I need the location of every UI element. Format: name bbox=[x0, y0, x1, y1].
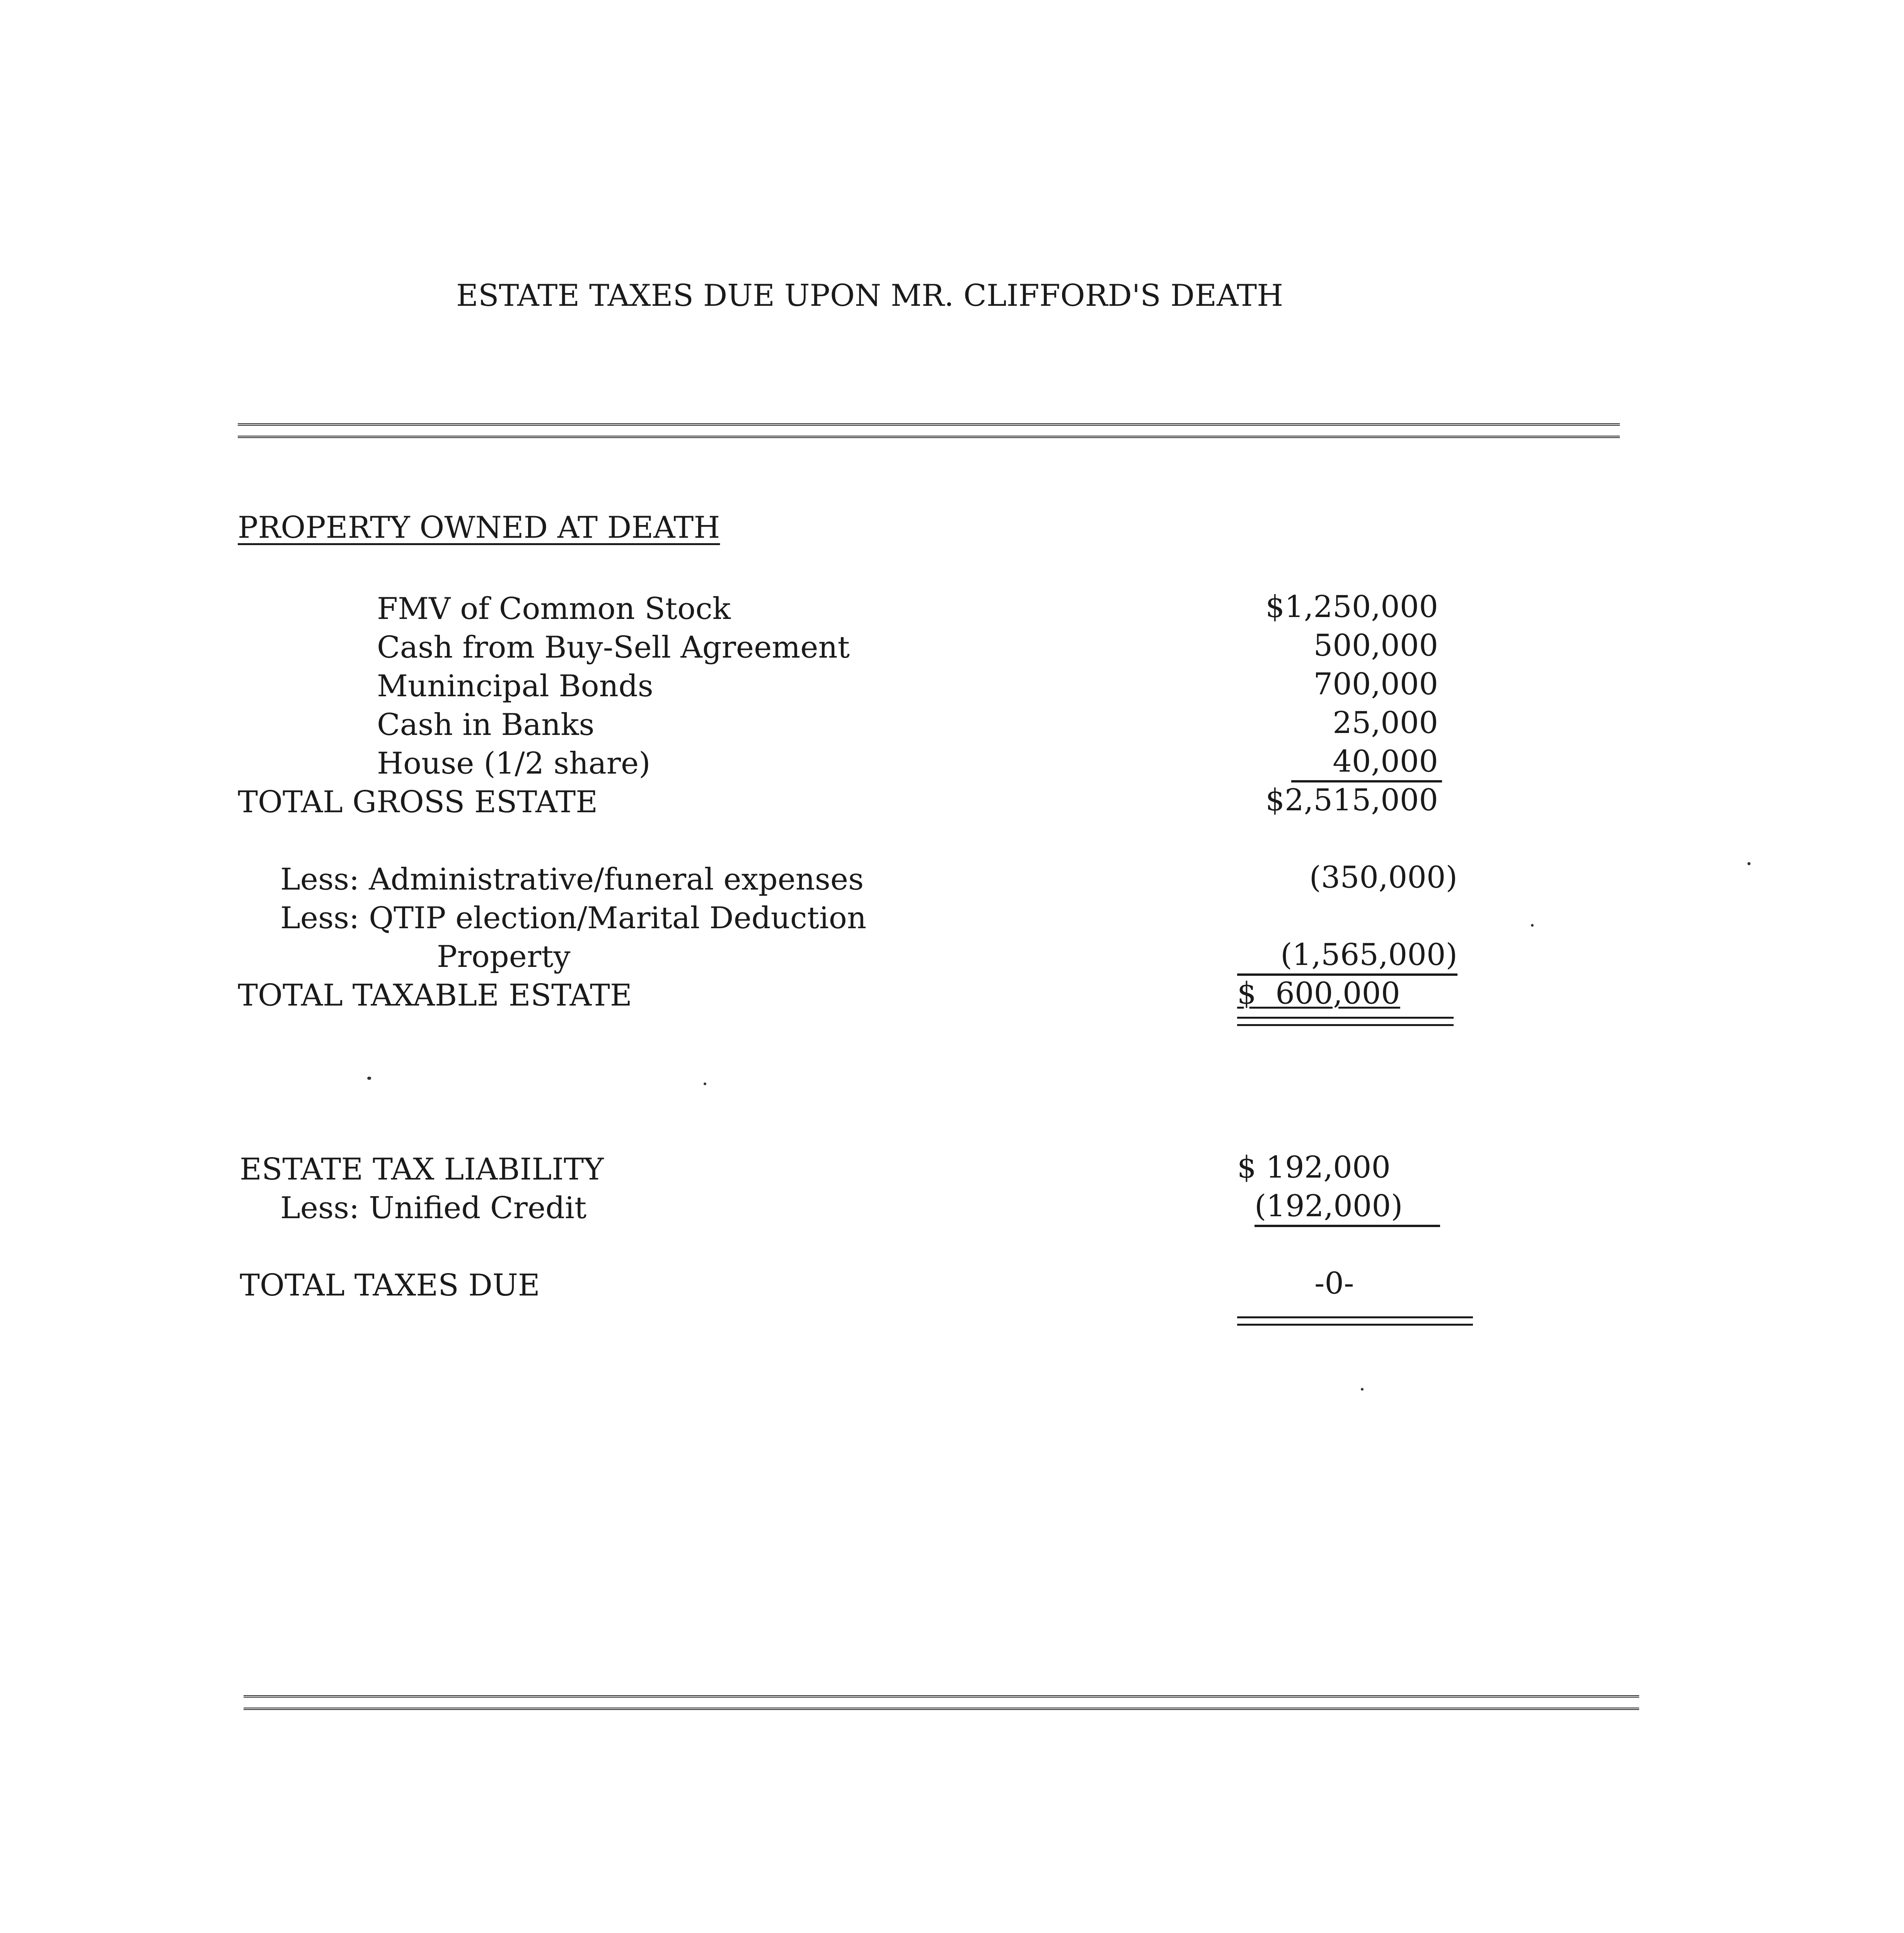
estate-tax-liability-amount: $ 192,000 bbox=[1237, 1150, 1391, 1185]
estate-tax-liability-label: ESTATE TAX LIABILITY bbox=[240, 1152, 604, 1187]
total-taxes-due-amount: -0- bbox=[1314, 1266, 1354, 1301]
property-item-amount: 500,000 bbox=[1313, 628, 1438, 663]
deduction-label: Less: QTIP election/Marital Deduction bbox=[280, 901, 867, 936]
total-double-underline bbox=[1237, 1017, 1454, 1026]
property-item-amount: $1,250,000 bbox=[1265, 590, 1438, 624]
taxes-double-underline bbox=[1237, 1316, 1473, 1326]
section-heading: PROPERTY OWNED AT DEATH bbox=[238, 510, 720, 545]
property-item-label: FMV of Common Stock bbox=[377, 591, 731, 626]
unified-credit-label: Less: Unified Credit bbox=[280, 1191, 587, 1226]
total-taxable-estate-label: TOTAL TAXABLE ESTATE bbox=[238, 978, 632, 1013]
property-item-label: Cash from Buy-Sell Agreement bbox=[377, 630, 850, 665]
property-item-label: House (1/2 share) bbox=[377, 746, 651, 781]
total-gross-estate-amount: $2,515,000 bbox=[1265, 783, 1438, 818]
property-item-label: Cash in Banks bbox=[377, 707, 595, 742]
property-item-label: Munincipal Bonds bbox=[377, 669, 653, 704]
page-title: ESTATE TAXES DUE UPON MR. CLIFFORD'S DEATH bbox=[456, 278, 1284, 313]
property-item-amount: 40,000 bbox=[1333, 744, 1438, 779]
top-divider bbox=[238, 423, 1620, 438]
total-gross-estate-label: TOTAL GROSS ESTATE bbox=[238, 785, 598, 820]
property-item-amount: 25,000 bbox=[1333, 706, 1438, 740]
total-taxes-due-label: TOTAL TAXES DUE bbox=[240, 1268, 540, 1303]
credit-underline bbox=[1255, 1225, 1440, 1227]
bottom-divider bbox=[244, 1695, 1639, 1710]
unified-credit-amount: (192,000) bbox=[1255, 1189, 1403, 1224]
deduction-amount: (1,565,000) bbox=[1280, 938, 1457, 972]
deduction-label-continued: Property bbox=[437, 939, 571, 974]
total-taxable-estate-amount: $ 600,000 bbox=[1237, 976, 1400, 1011]
property-item-amount: 700,000 bbox=[1313, 667, 1438, 702]
deduction-label: Less: Administrative/funeral expenses bbox=[280, 862, 864, 897]
deduction-amount: (350,000) bbox=[1309, 860, 1457, 895]
